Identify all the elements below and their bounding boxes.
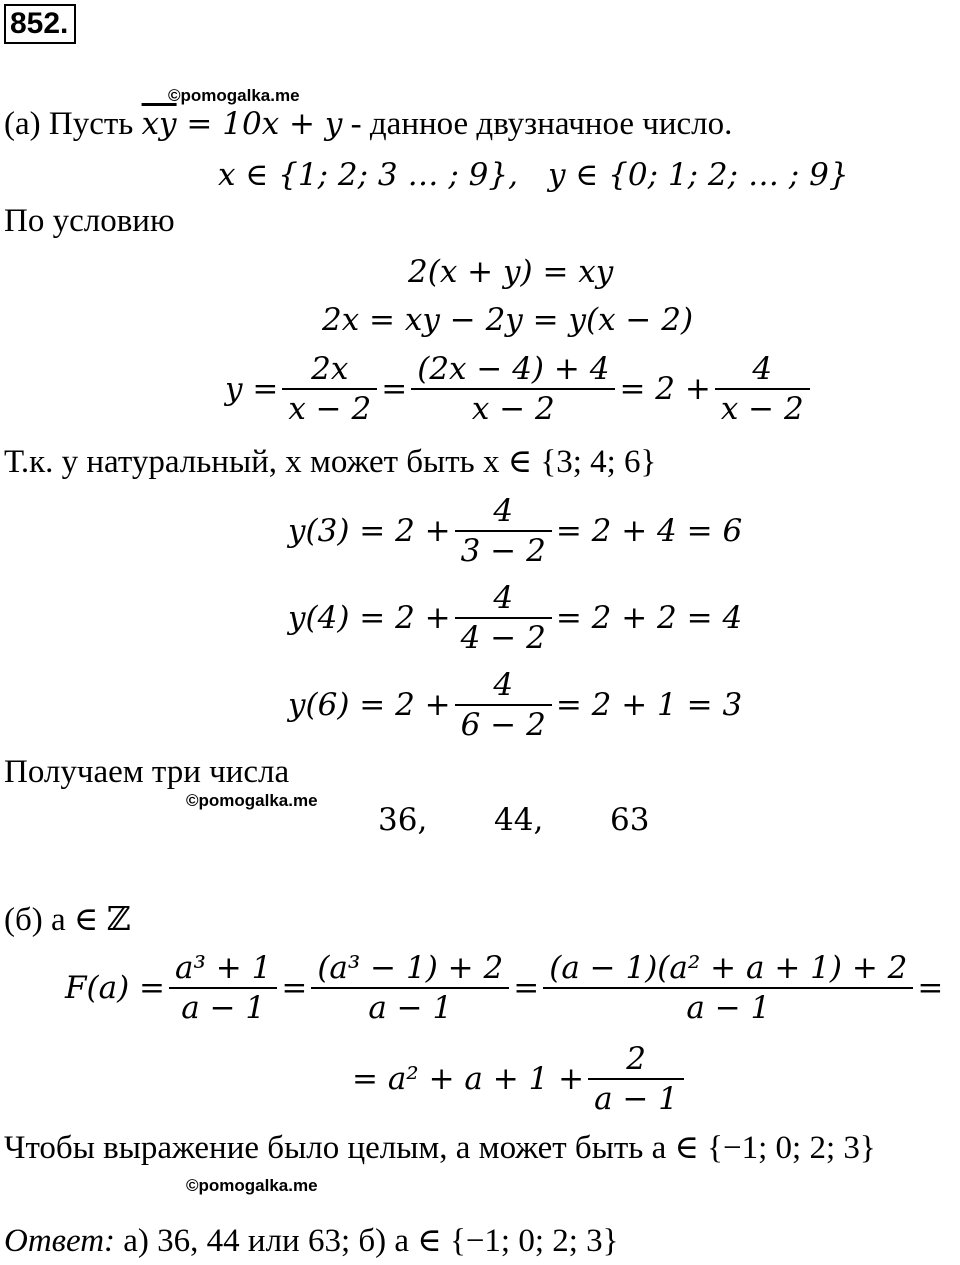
get-three-text: Получаем три числа [4, 754, 290, 790]
calc-fraction [455, 666, 552, 744]
f-fraction-1 [169, 949, 277, 1027]
calc-den: 4 − 2 [460, 620, 546, 656]
equation-1: 2(x + y) = xy [408, 254, 614, 290]
f-equals: = [513, 970, 540, 1006]
part-a-intro [4, 104, 732, 144]
part-b-intro: (б) a ∈ ℤ [4, 902, 131, 938]
domain-x: x ∈ {1; 2; 3 … ; 9}, [218, 157, 518, 193]
equation-2: 2x = xy − 2y = y(x − 2) [322, 302, 694, 338]
eq3-f1-num: 2x [282, 350, 377, 390]
f-equals: = [281, 970, 308, 1006]
eq3-f1-den: x − 2 [288, 391, 372, 427]
calc-lhs: y(6) = 2 + [288, 687, 451, 723]
f-equation-line-1 [65, 949, 943, 1027]
calc-num: 4 [455, 579, 552, 619]
calc-lhs: y(3) = 2 + [288, 513, 451, 549]
eq3-f3-den: x − 2 [720, 391, 804, 427]
by-condition-text: По условию [4, 203, 175, 239]
digits-xy: $\overline{xy}$ [141, 106, 177, 142]
answer-line [4, 1221, 619, 1261]
f3-num: (a − 1)(a² + a + 1) + 2 [543, 949, 913, 989]
f1-den: a − 1 [181, 990, 266, 1026]
eq3-f2-den: x − 2 [471, 391, 555, 427]
equation-3 [225, 350, 814, 428]
eq3-equals: = [381, 371, 408, 407]
answer-text: а) 36, 44 или 63; б) a ∈ {−1; 0; 2; 3} [115, 1223, 619, 1259]
f-lhs: F(a) = [65, 970, 166, 1006]
part-b-conclusion: Чтобы выражение было целым, a может быть a ∈ {−1; 0; 2; 3} [4, 1130, 876, 1166]
eq3-lhs: y = [225, 371, 279, 407]
number-44: 44, [494, 802, 544, 838]
problem-number: 852. [4, 4, 76, 44]
eq3-fraction-1 [282, 350, 377, 428]
f-equals: = [917, 970, 944, 1006]
calc-num: 4 [455, 492, 552, 532]
f-equation-line-2 [352, 1040, 688, 1118]
calc-y3 [288, 492, 742, 570]
calc-y6 [288, 666, 742, 744]
f-fraction-2 [311, 949, 509, 1027]
part-a-intro-prefix: (а) Пусть [4, 106, 142, 142]
calc-rhs: = 2 + 2 = 4 [555, 600, 743, 636]
since-natural-text: Т.к. y натуральный, x может быть x ∈ {3; 4; 6} [4, 444, 657, 480]
calc-den: 3 − 2 [460, 533, 546, 569]
number-63: 63 [610, 802, 650, 838]
calc-fraction [455, 579, 552, 657]
f-fraction-3 [543, 949, 913, 1027]
equals-expr: = 10x + y [176, 106, 343, 142]
f4-den: a − 1 [594, 1081, 679, 1117]
number-36: 36, [378, 802, 428, 838]
calc-rhs: = 2 + 1 = 3 [555, 687, 743, 723]
watermark: ©pomogalka.me [186, 1176, 318, 1195]
f2-den: a − 1 [368, 990, 453, 1026]
f-line2-prefix: = a² + a + 1 + [352, 1061, 585, 1097]
calc-rhs: = 2 + 4 = 6 [555, 513, 743, 549]
calc-y4 [288, 579, 742, 657]
eq3-mid: = 2 + [619, 371, 711, 407]
domain-y: y ∈ {0; 1; 2; … ; 9} [548, 157, 849, 193]
calc-num: 4 [455, 666, 552, 706]
watermark: ©pomogalka.me [168, 86, 300, 105]
calc-den: 6 − 2 [460, 707, 546, 743]
f3-den: a − 1 [686, 990, 771, 1026]
eq3-fraction-2 [411, 350, 615, 428]
eq3-fraction-3 [715, 350, 810, 428]
calc-fraction [455, 492, 552, 570]
calc-lhs: y(4) = 2 + [288, 600, 451, 636]
f-fraction-4 [588, 1040, 684, 1118]
f2-num: (a³ − 1) + 2 [311, 949, 509, 989]
answer-label: Ответ: [4, 1223, 116, 1259]
part-a-intro-suffix: - данное двузначное число. [342, 106, 733, 142]
f1-num: a³ + 1 [169, 949, 277, 989]
f4-num: 2 [588, 1040, 684, 1080]
watermark: ©pomogalka.me [186, 791, 318, 810]
eq3-f2-num: (2x − 4) + 4 [411, 350, 615, 390]
eq3-f3-num: 4 [715, 350, 810, 390]
